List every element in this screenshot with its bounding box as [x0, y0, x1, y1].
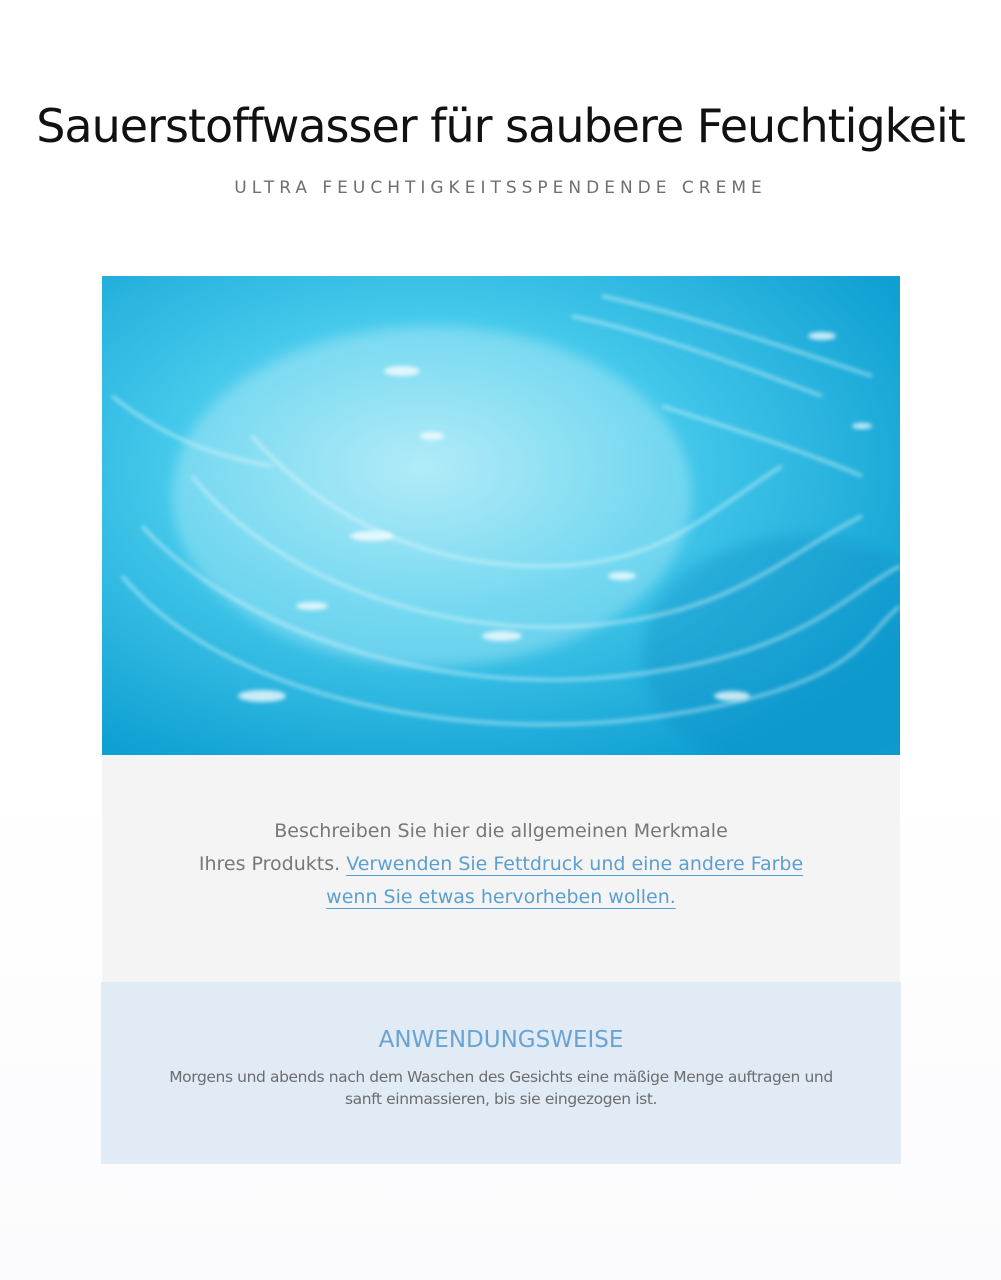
- usage-text: [161, 1066, 841, 1110]
- description-highlight-2: wenn Sie etwas hervorheben wollen.: [326, 886, 676, 908]
- description-panel: [102, 755, 900, 982]
- usage-panel: [101, 982, 901, 1164]
- description-highlight-1: Verwenden Sie Fettdruck und eine andere Farbe: [346, 853, 804, 875]
- usage-text-line-2: sanft einmassieren, bis sie eingezogen ist.: [344, 1090, 658, 1108]
- description-line-1: Beschreiben Sie hier die allgemeinen Merkmale: [274, 820, 728, 842]
- page-title: Sauerstoffwasser für saubere Feuchtigkeit: [36, 99, 965, 153]
- page-subtitle: ULTRA FEUCHTIGKEITSSPENDENDE CREME: [234, 178, 767, 198]
- water-surface-ripples-image: [102, 276, 900, 755]
- usage-title: ANWENDUNGSWEISE: [378, 1027, 624, 1053]
- usage-text-line-1: Morgens und abends nach dem Waschen des Gesichts eine mäßige Menge auftragen und: [169, 1068, 833, 1086]
- description-text: [102, 815, 900, 914]
- description-line-2-plain: Ihres Produkts.: [198, 853, 341, 875]
